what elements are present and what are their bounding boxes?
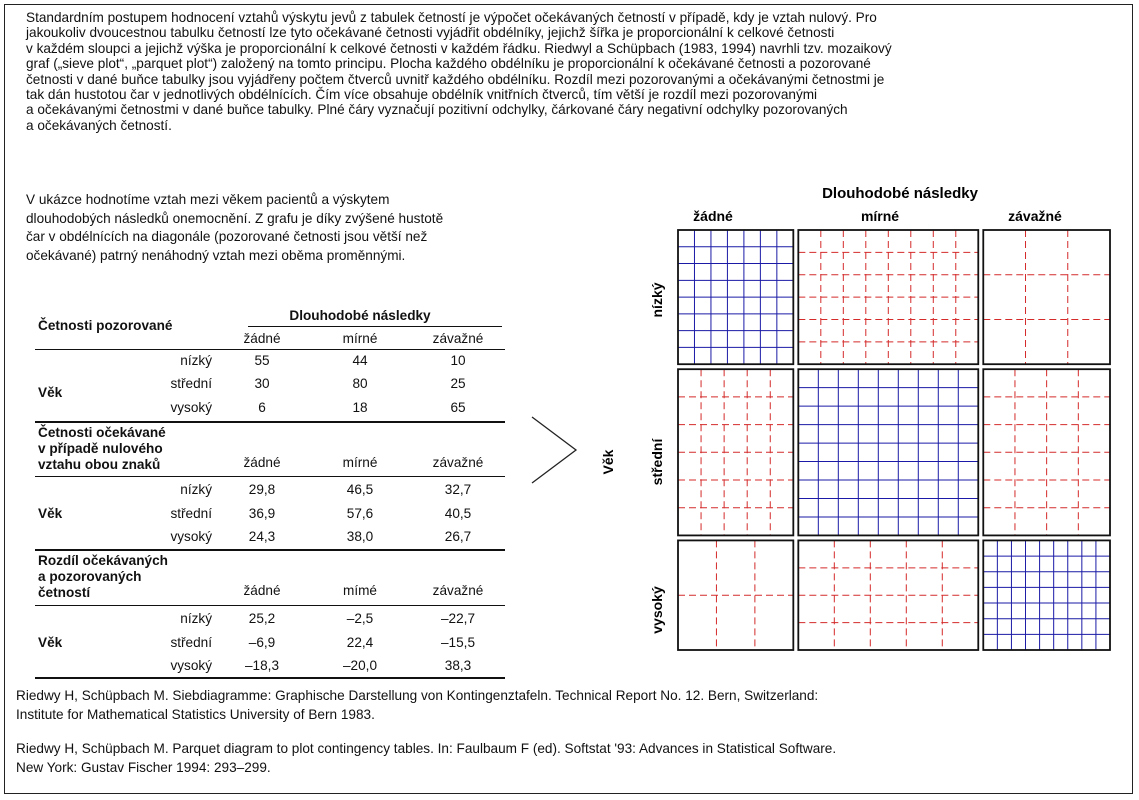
section-title-difference: Rozdíl očekávaných [38,553,168,568]
arrow-chevron-icon [530,415,580,485]
table-cell: 40,5 [444,506,472,521]
table-cell: 38,3 [444,658,472,673]
sieve-cell [798,369,978,535]
column-header: závažné [432,583,484,598]
table-cell: –22,7 [440,611,476,626]
sieve-cell [798,230,978,364]
sieve-title: Dlouhodobé následky [822,185,978,202]
row-label: vysoký [170,529,212,544]
table-cell: –2,5 [346,611,374,626]
column-group-header: Dlouhodobé následky [289,308,431,323]
sieve-cell [678,369,793,535]
intro-line: Standardním postupem hodnocení vztahů výskytu jevů z tabulek četností je výpočet očekávaných četností v případě, kdy je vztah nulový. Pro [26,10,877,25]
column-header: žádné [243,583,281,598]
sieve-cell-border [798,369,978,535]
sieve-cell-border [983,230,1110,364]
table-cell: 55 [254,353,270,368]
table-cell: 46,5 [346,482,374,497]
references [16,687,836,777]
sieve-column-label: žádné [693,208,733,224]
reference-line: Institute for Mathematical Statistics University of Bern 1983. [16,706,375,722]
intro-line: četnosti v dané buňce tabulky jsou vyjádřeny počtem čtverců uvnitř každého obdélníku. Rozdíl mezi pozorovanými a očekávanými četnostmi je [26,71,885,87]
table-cell: 30 [254,376,270,391]
row-label: střední [170,635,212,650]
reference-line: Riedwy H, Schüpbach M. Siebdiagramme: Graphische Darstellung von Kontingenztafeln. Technical Report No. 12. Bern, Switzerland: [16,688,819,703]
section-title-expected: v případě nulového [38,441,163,456]
intro-paragraph [26,10,1116,133]
section-title-observed: Četnosti pozorované [38,318,173,333]
table-cell: 57,6 [346,506,374,521]
table-cell: 44 [352,353,368,368]
row-label: nízký [180,611,212,626]
table-rule [35,476,505,477]
sieve-cell [983,230,1110,364]
table-cell: 26,7 [444,529,472,544]
table-cell: 6 [258,400,266,415]
row-label: vysoký [170,400,212,415]
intro-line: jakoukoliv dvoucestnou tabulku četností lze tyto očekávané četnosti vyjádřit obdélníky, jejichž šířka je proporcionální k celkové četnosti [26,25,835,41]
table-cell: 65 [450,400,466,415]
row-label: vysoký [170,658,212,673]
example-paragraph [26,191,566,265]
sieve-cell [678,540,793,650]
table-cell: 80 [352,376,368,391]
example-line: V ukázce hodnotíme vztah mezi věkem pacientů a výskytem [26,192,390,207]
intro-line: graf („sieve plot“, „parquet plot“) založený na tomto principu. Plocha každého obdélníku je proporcionální k očekávané četnosti a pozorované [26,56,871,72]
intro-line: a očekávanými četnostmi v dané buňce tabulky. Plné čáry vyznačují pozitivní odchylky, čárkované čáry negativní odchylky pozorovaných [26,102,848,118]
row-label: nízký [180,353,212,368]
table-cell: 25,2 [248,611,276,626]
column-header: mírné [342,455,378,470]
example-line: čar v obdélnících na diagonále (pozorované četnosti jsou větší než [26,229,428,244]
table-rule [35,677,505,679]
section-title-difference: četností [38,585,91,600]
sieve-row-axis-label: Věk [600,449,616,475]
table-cell: 22,4 [346,635,374,650]
sieve-row-label: střední [649,438,665,486]
sieve-plot [600,180,1120,660]
table-cell: 24,3 [248,529,276,544]
table-cell: –20,0 [342,658,378,673]
section-title-expected: vztahu obou znaků [38,457,161,472]
table-cell: 25 [450,376,466,391]
table-cell: –6,9 [248,635,276,650]
section-title-expected: Četnosti očekávané [38,425,166,440]
column-header: mímé [343,583,377,598]
reference-line: New York: Gustav Fischer 1994: 293–299. [16,759,271,775]
sieve-cells [678,230,1110,650]
section-title-difference: a pozorovaných [38,569,142,584]
column-header: mírné [342,331,378,346]
column-header: žádné [243,455,281,470]
reference-line: Riedwy H, Schüpbach M. Parquet diagram to plot contingency tables. In: Faulbaum F (ed). Softstat '93: Advances in Statistical Software. [16,741,837,756]
row-variable-label: Věk [38,506,63,521]
row-variable-label: Věk [38,385,63,400]
sieve-row-label: nízký [649,282,665,318]
column-header: závažné [432,331,484,346]
example-line: očekávané) patrný nenáhodný vztah mezi oběma proměnnými. [26,247,406,263]
table-rule [35,549,505,551]
table-cell: 38,0 [346,529,374,544]
intro-line: a očekávaných četností. [26,117,172,133]
table-rule [35,349,505,350]
table-cell: –18,3 [244,658,280,673]
header-underline [248,326,502,327]
sieve-column-label: mírné [860,208,900,224]
sieve-column-label: závažné [1008,208,1062,224]
sieve-cell [983,369,1110,535]
sieve-cell [678,230,793,364]
table-cell: 10 [450,353,466,368]
table-cell: 29,8 [248,482,276,497]
sieve-cell [983,540,1110,650]
table-cell: 36,9 [248,506,276,521]
sieve-cell [798,540,978,650]
intro-line: tak dán hustotou čar v jednotlivých obdélnících. Čím více obsahuje obdélník vnitřních čtverců, tím větší je rozdíl mezi pozorovanými [26,87,818,103]
column-header: závažné [432,455,484,470]
row-label: střední [170,376,212,391]
table-cell: 32,7 [444,482,472,497]
table-rule [35,421,505,423]
table-cell: –15,5 [440,635,476,650]
intro-line: v každém sloupci a jejichž výška je proporcionální k celkové četnosti v každém řádku. Riedwyl a Schüpbach (1983, 1994) navrhli tzv. mozaikový [26,40,892,56]
row-variable-label: Věk [38,635,63,650]
example-line: dlouhodobých následků onemocnění. Z grafu je díky zvýšené hustotě [26,210,444,226]
table-rule [35,605,505,606]
sieve-cell-border [983,540,1110,650]
column-header: žádné [243,331,281,346]
row-label: nízký [180,482,212,497]
table-cell: 18 [352,400,368,415]
sieve-row-label: vysoký [649,586,665,634]
row-label: střední [170,506,212,521]
